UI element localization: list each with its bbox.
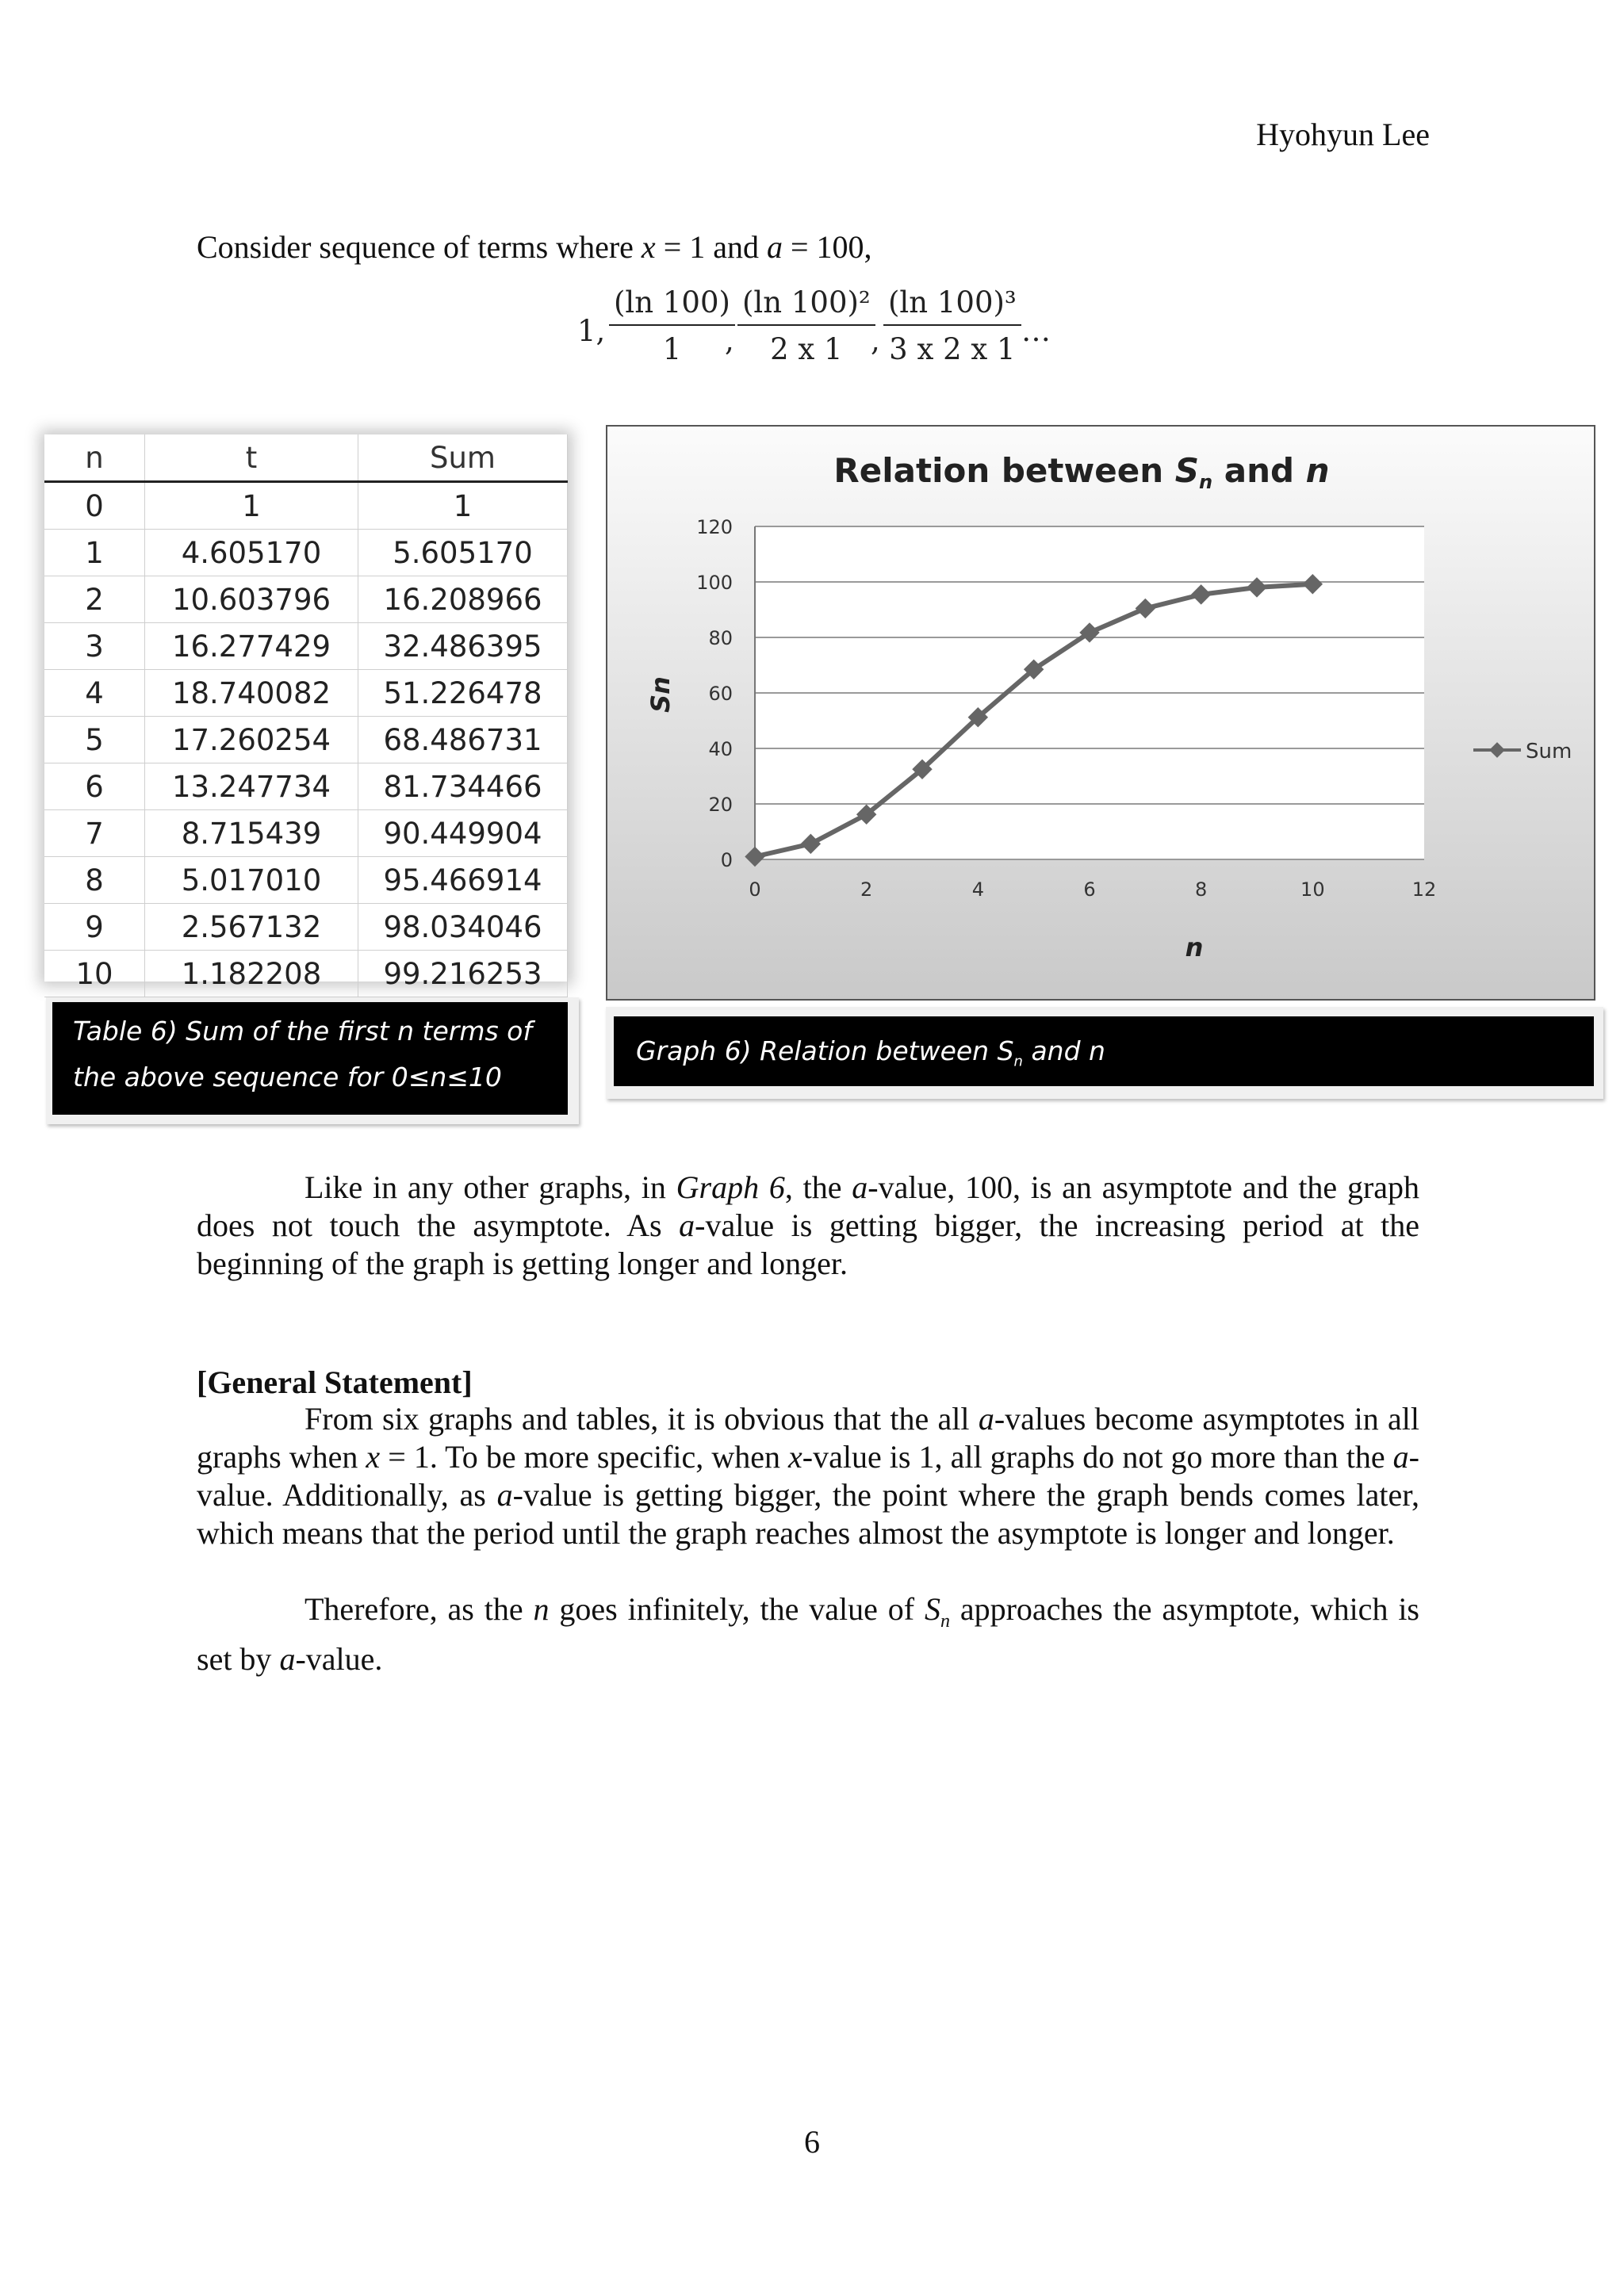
line-chart [606, 425, 1595, 1001]
table-cell-n: 8 [44, 857, 145, 904]
table-cell-n: 5 [44, 717, 145, 763]
data-table [44, 434, 568, 997]
formula-lead: 1, [577, 314, 606, 348]
section-heading: [General Statement] [197, 1364, 473, 1400]
table-cell-sum: 98.034046 [358, 904, 568, 951]
formula-term-3: $\frac{\text{(ln 100)³}}{3 x 2 x 1}$ [883, 285, 1021, 366]
y-tick-label: 0 [720, 849, 733, 871]
paragraph-general-1: From six graphs and tables, it is obvious that the all a-values become asymptotes in all graphs when x = 1. To be more specific, when x-value is 1, all graphs do not go more than the a-value. Additionally, as a-value is getting bigger, the point where the graph bends comes later, which means that the period until the graph reaches almost the asymptote is longer and longer. [197, 1401, 1420, 1551]
x-tick-label: 12 [1411, 878, 1437, 901]
table-cell-sum: 81.734466 [358, 763, 568, 810]
x-tick-label: 6 [1083, 878, 1096, 901]
paragraph-graph6: Like in any other graphs, in Graph 6, the a-value, 100, is an asymptote and the graph does not touch the asymptote. As a-value is getting bigger, the increasing period at the beginning of the graph is getting longer and longer. [197, 1169, 1420, 1281]
paragraph-general-2: Therefore, as the n goes infinitely, the value of $S_n$ approaches the asymptote, which is set by a-value. [197, 1591, 1419, 1677]
y-tick-label: 60 [708, 683, 733, 705]
table-cell-t: 4.605170 [145, 530, 358, 576]
chart-svg [606, 425, 1595, 1001]
table-cell-n: 10 [44, 951, 145, 997]
table-cell-sum: 5.605170 [358, 530, 568, 576]
x-tick-label: 8 [1195, 878, 1208, 901]
table-cell-n: 7 [44, 810, 145, 857]
table-cell-sum: 95.466914 [358, 857, 568, 904]
table-row [44, 670, 568, 717]
data-table-panel [44, 434, 568, 991]
graph-caption: Graph 6) Relation between $S_n$ and n [614, 1016, 1594, 1086]
table-row [44, 623, 568, 670]
table-cell-n: 6 [44, 763, 145, 810]
table-header-n: n [44, 434, 145, 482]
intro-sentence: Consider sequence of terms where x = 1 and a = 100, [197, 229, 872, 265]
table-row [44, 810, 568, 857]
table-cell-sum: 1 [358, 482, 568, 530]
table-cell-t: 16.277429 [145, 623, 358, 670]
table-cell-t: 5.017010 [145, 857, 358, 904]
table-cell-n: 2 [44, 576, 145, 623]
legend-label: Sum [1526, 740, 1572, 763]
table-body [44, 482, 568, 997]
y-tick-label: 100 [696, 572, 733, 594]
x-tick-label: 4 [971, 878, 984, 901]
table-caption: Table 6) Sum of the first n terms of the above sequence for 0≤n≤10 [52, 1002, 568, 1115]
table-row [44, 717, 568, 763]
y-tick-label: 40 [708, 738, 733, 760]
x-tick-label: 10 [1300, 878, 1325, 901]
table-row [44, 576, 568, 623]
table-cell-sum: 32.486395 [358, 623, 568, 670]
table-cell-sum: 16.208966 [358, 576, 568, 623]
author-header: Hyohyun Lee [1256, 117, 1430, 152]
y-tick-label: 120 [696, 516, 733, 538]
table-row [44, 904, 568, 951]
table-cell-n: 3 [44, 623, 145, 670]
chart-title: Relation between Sn and n [833, 451, 1330, 493]
formula-term-1: $\frac{(\ln 100)}{1}$ [609, 285, 735, 366]
y-tick-label: 80 [708, 627, 733, 649]
table-row [44, 951, 568, 997]
table-row [44, 763, 568, 810]
table-cell-t: 17.260254 [145, 717, 358, 763]
table-row [44, 857, 568, 904]
table-cell-t: 2.567132 [145, 904, 358, 951]
table-cell-sum: 90.449904 [358, 810, 568, 857]
table-cell-n: 9 [44, 904, 145, 951]
table-cell-t: 1 [145, 482, 358, 530]
table-row [44, 530, 568, 576]
table-cell-t: 1.182208 [145, 951, 358, 997]
table-cell-sum: 51.226478 [358, 670, 568, 717]
x-axis-label: n [1185, 932, 1204, 962]
x-tick-label: 2 [860, 878, 873, 901]
table-cell-sum: 99.216253 [358, 951, 568, 997]
table-row [44, 482, 568, 530]
table-cell-t: 8.715439 [145, 810, 358, 857]
table-header-t: t [145, 434, 358, 482]
table-cell-t: 13.247734 [145, 763, 358, 810]
sequence-formula: 1, $\frac{(\ln 100)}{1}$ , $\frac{\text{(ln 100)²}}{2 x 1}$ , $\frac{\text{(ln 100)³}}{3 x 2 x 1}$ … [577, 285, 1051, 366]
page-number: 6 [804, 2124, 820, 2160]
table-cell-n: 0 [44, 482, 145, 530]
table-cell-n: 4 [44, 670, 145, 717]
table-cell-t: 18.740082 [145, 670, 358, 717]
y-tick-label: 20 [708, 794, 733, 816]
table-cell-n: 1 [44, 530, 145, 576]
table-cell-t: 10.603796 [145, 576, 358, 623]
y-axis-label: Sn [645, 676, 676, 713]
table-header-row [44, 434, 568, 482]
formula-term-2: $\frac{\text{(ln 100)²}}{2 x 1}$ [737, 285, 875, 366]
table-cell-sum: 68.486731 [358, 717, 568, 763]
x-tick-label: 0 [749, 878, 761, 901]
table-header-sum: Sum [358, 434, 568, 482]
